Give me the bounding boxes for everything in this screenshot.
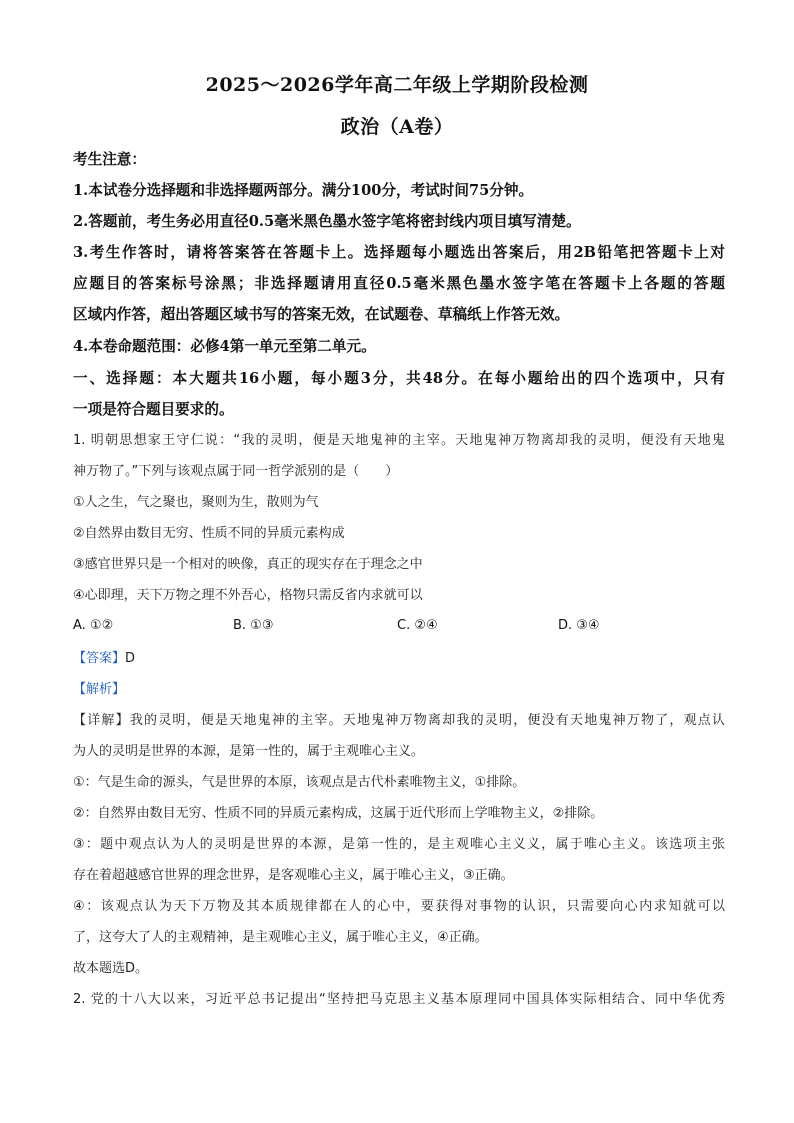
analysis-tag: 【解析】 <box>73 682 126 697</box>
q1-option-b: B. ①③ <box>233 618 274 633</box>
q1-explanation-1: ①：气是生命的源头，气是世界的本原，该观点是古代朴素唯物主义，①排除。 <box>73 775 526 790</box>
question-2-stem: 2. 党的十八大以来，习近平总书记提出“坚持把马克思主义基本原理同中国具体实际相结合、同中华优秀 <box>73 992 725 1007</box>
section-1-heading: 一、选择题：本大题共16小题，每小题3分，共48分。在每小题给出的四个选项中，只有 <box>73 370 725 387</box>
answer-value: D <box>125 651 136 666</box>
notice-item-3-cont-2: 区域内作答，超出答题区域书写的答案无效，在试题卷、草稿纸上作答无效。 <box>73 306 570 323</box>
q1-analysis-line <box>73 680 725 700</box>
detail-tag: 【详解】 <box>73 713 130 728</box>
q1-explanation-3-cont: 存在着超越感官世界的理念世界，是客观唯心主义，属于唯心主义，③正确。 <box>73 868 514 883</box>
exam-title: 2025～2026学年高二年级上学期阶段检测 <box>205 74 589 96</box>
q1-option-d: D. ③④ <box>558 618 600 633</box>
q1-detail-line <box>73 711 725 731</box>
q1-detail-cont: 为人的灵明是世界的本源，是第一性的，属于主观唯心主义。 <box>73 744 425 759</box>
q1-explanation-3: ③：题中观点认为人的灵明是世界的本源，是第一性的，是主观唯心主义义，属于唯心主义。该选项主张 <box>73 837 725 852</box>
q1-explanation-4-cont: 了，这夸大了人的主观精神，是主观唯心主义，属于唯心主义，④正确。 <box>73 930 488 945</box>
q1-explanation-2: ②：自然界由数目无穷、性质不同的异质元素构成，这属于近代形而上学唯物主义，②排除。 <box>73 806 604 821</box>
question-1-stem-cont: 神万物了。”下列与该观点属于同一哲学派别的是（ ） <box>73 464 399 479</box>
q1-option-c: C. ②④ <box>397 618 438 633</box>
exam-subtitle: 政治（A卷） <box>340 116 454 138</box>
q1-statement-1: ①人之生，气之聚也，聚则为生，散则为气 <box>73 495 319 510</box>
notice-heading: 考生注意： <box>73 151 146 168</box>
q1-statement-2: ②自然界由数目无穷、性质不同的异质元素构成 <box>73 526 345 541</box>
notice-item-3: 3.考生作答时，请将答案答在答题卡上。选择题每小题选出答案后，用2B铅笔把答题卡上对 <box>73 244 725 261</box>
q1-answer-line <box>73 649 725 669</box>
section-1-heading-cont: 一项是符合题目要求的。 <box>73 401 234 418</box>
notice-item-3-cont-1: 应题目的答案标号涂黑；非选择题请用直径0.5毫米黑色墨水签字笔在答题卡上各题的答题 <box>73 275 725 292</box>
question-1-stem: 1. 明朝思想家王守仁说：“我的灵明，便是天地鬼神的主宰。天地鬼神万物离却我的灵明，便没有天地鬼 <box>73 433 725 448</box>
notice-item-1: 1.本试卷分选择题和非选择题两部分。满分100分，考试时间75分钟。 <box>73 182 534 199</box>
q1-explanation-4: ④：该观点认为天下万物及其本质规律都在人的心中，要获得对事物的认识，只需要向心内求知就可以 <box>73 899 725 914</box>
detail-text: 我的灵明，便是天地鬼神的主宰。天地鬼神万物离却我的灵明，便没有天地鬼神万物了，观点认 <box>129 713 725 728</box>
notice-item-4: 4.本卷命题范围：必修4第一单元至第二单元。 <box>73 338 376 355</box>
q1-statement-4: ④心即理，天下万物之理不外吾心，格物只需反省内求就可以 <box>73 588 423 603</box>
q1-option-a: A. ①② <box>73 618 114 633</box>
q1-conclusion: 故本题选D。 <box>73 961 149 976</box>
q1-statement-3: ③感官世界只是一个相对的映像，真正的现实存在于理念之中 <box>73 557 423 572</box>
notice-item-2: 2.答题前，考生务必用直径0.5毫米黑色墨水签字笔将密封线内项目填写清楚。 <box>73 213 581 230</box>
answer-tag: 【答案】 <box>73 651 126 666</box>
